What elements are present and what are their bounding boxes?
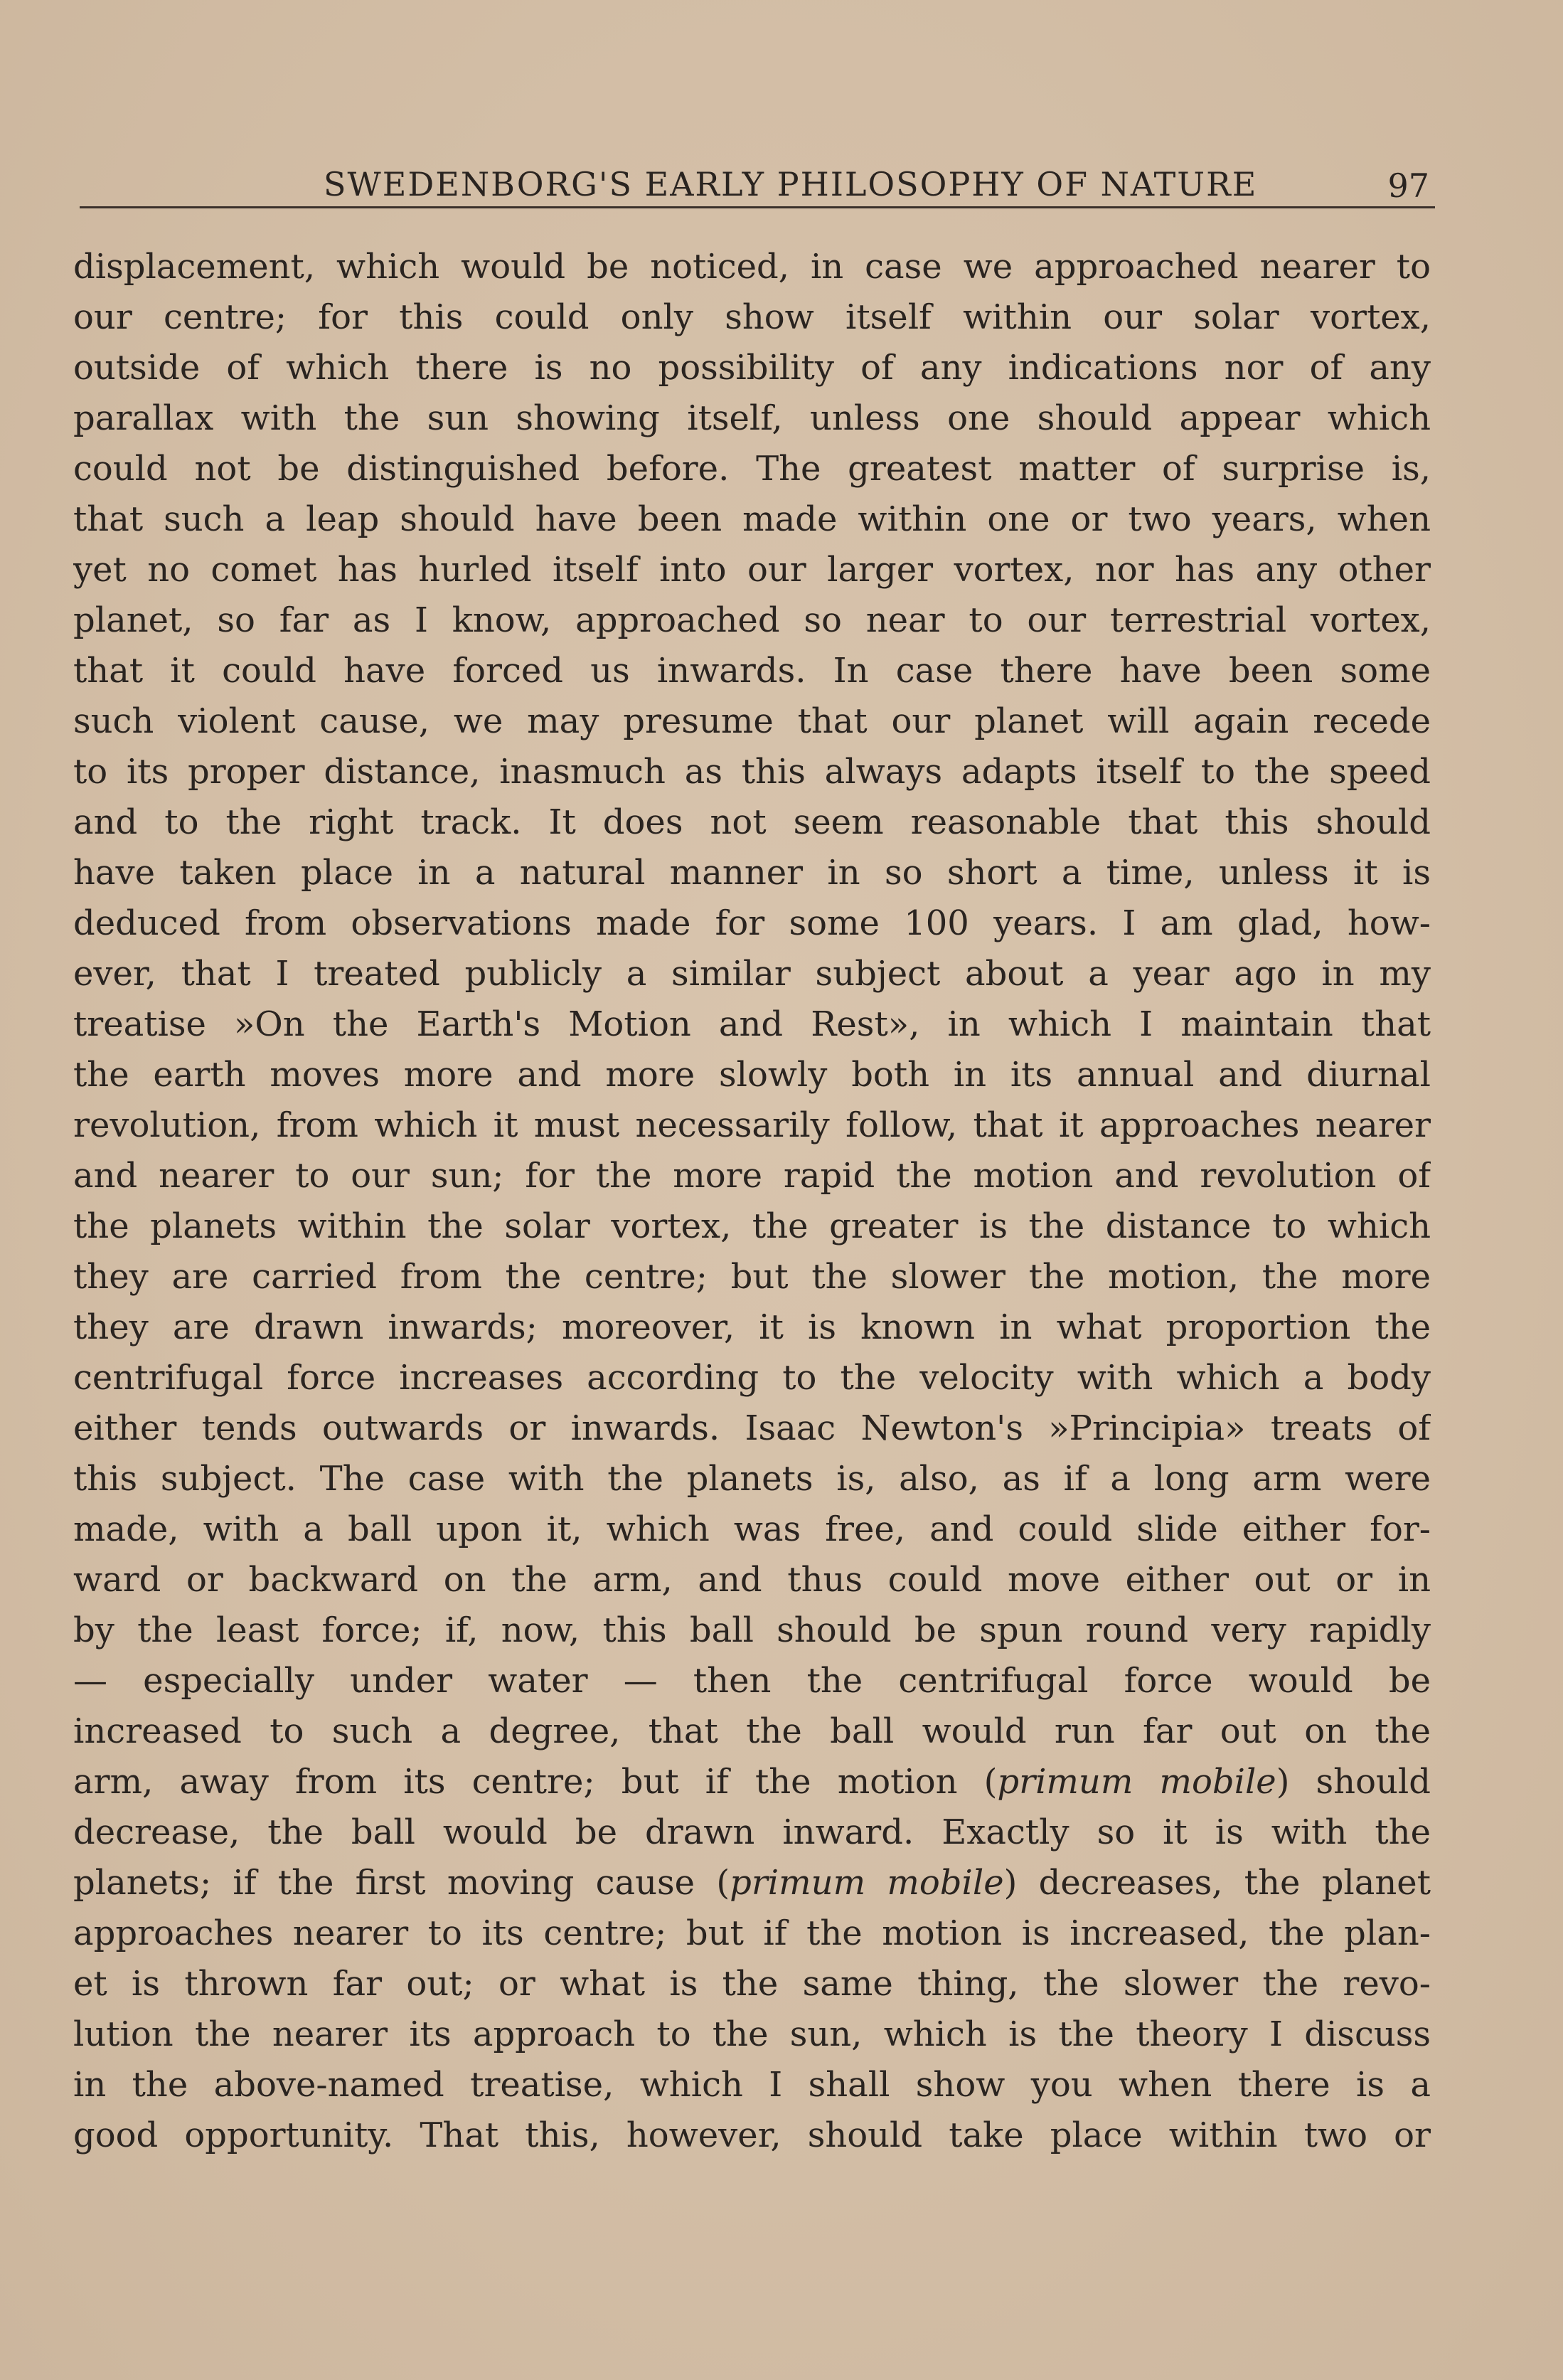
text-line: this subject. The case with the planets is, also, as if a long arm were <box>73 1459 1431 1499</box>
text-line: could not be distinguished before. The greatest matter of surprise is, <box>73 449 1431 489</box>
text-line: that it could have forced us inwards. In case there have been some <box>73 651 1431 691</box>
text-line: et is thrown far out; or what is the same thing, the slower the revo- <box>73 1964 1431 2004</box>
page-header <box>78 158 1436 208</box>
body-text <box>73 242 1431 2161</box>
text-line: parallax with the sun showing itself, unless one should appear which <box>73 398 1431 438</box>
text-line: approaches nearer to its centre; but if the motion is increased, the plan- <box>73 1913 1431 1953</box>
text-line: made, with a ball upon it, which was free, and could slide either for- <box>73 1509 1431 1549</box>
text-line: deduced from observations made for some 100 years. I am glad, how- <box>73 903 1431 943</box>
text-line: they are drawn inwards; moreover, it is known in what proportion the <box>73 1307 1431 1347</box>
text-line: decrease, the ball would be drawn inward. Exactly so it is with the <box>73 1812 1431 1852</box>
text-line: that such a leap should have been made within one or two years, when <box>73 499 1431 539</box>
text-line: treatise »On the Earth's Motion and Rest», in which I maintain that <box>73 1004 1431 1044</box>
text-line: displacement, which would be noticed, in case we approached nearer to <box>73 247 1431 287</box>
text-line: — especially under water — then the centrifugal force would be <box>73 1661 1431 1701</box>
text-line: either tends outwards or inwards. Isaac Newton's »Principia» treats of <box>73 1408 1431 1448</box>
text-line: the earth moves more and more slowly both in its annual and diurnal <box>73 1055 1431 1095</box>
text-line: the planets within the solar vortex, the greater is the distance to which <box>73 1206 1431 1246</box>
text-line: and to the right track. It does not seem reasonable that this should <box>73 802 1431 842</box>
text-line: revolution, from which it must necessarily follow, that it approaches nearer <box>73 1105 1431 1145</box>
text-line: outside of which there is no possibility of any indications nor of any <box>73 348 1431 388</box>
page-number: 97 <box>1387 166 1429 205</box>
text-line: ever, that I treated publicly a similar subject about a year ago in my <box>73 954 1431 994</box>
text-line: in the above-named treatise, which I shall show you when there is a <box>73 2065 1431 2105</box>
text-line: have taken place in a natural manner in so short a time, unless it is <box>73 853 1431 893</box>
text-line: increased to such a degree, that the ball would run far out on the <box>73 1711 1431 1751</box>
running-head: SWEDENBORG'S EARLY PHILOSOPHY OF NATURE <box>324 165 1258 203</box>
header-rule <box>80 206 1435 208</box>
text-line: such violent cause, we may presume that our planet will again recede <box>73 701 1431 741</box>
text-line: lution the nearer its approach to the sun, which is the theory I discuss <box>73 2014 1431 2054</box>
text-line: planets; if the first moving cause (primum mobile) decreases, the planet <box>73 1863 1431 1903</box>
text-line: ward or backward on the arm, and thus could move either out or in <box>73 1560 1431 1600</box>
text-line: yet no comet has hurled itself into our larger vortex, nor has any other <box>73 550 1431 590</box>
text-line: they are carried from the centre; but the slower the motion, the more <box>73 1257 1431 1297</box>
text-line: our centre; for this could only show itself within our solar vortex, <box>73 297 1431 337</box>
text-line: centrifugal force increases according to the velocity with which a body <box>73 1358 1431 1398</box>
text-line: good opportunity. That this, however, should take place within two or <box>73 2115 1431 2155</box>
text-line: by the least force; if, now, this ball should be spun round very rapidly <box>73 1610 1431 1650</box>
text-line: arm, away from its centre; but if the motion (primum mobile) should <box>73 1762 1431 1802</box>
text-line: and nearer to our sun; for the more rapid the motion and revolution of <box>73 1156 1431 1196</box>
text-line: planet, so far as I know, approached so near to our terrestrial vortex, <box>73 600 1431 640</box>
text-line: to its proper distance, inasmuch as this always adapts itself to the speed <box>73 752 1431 792</box>
